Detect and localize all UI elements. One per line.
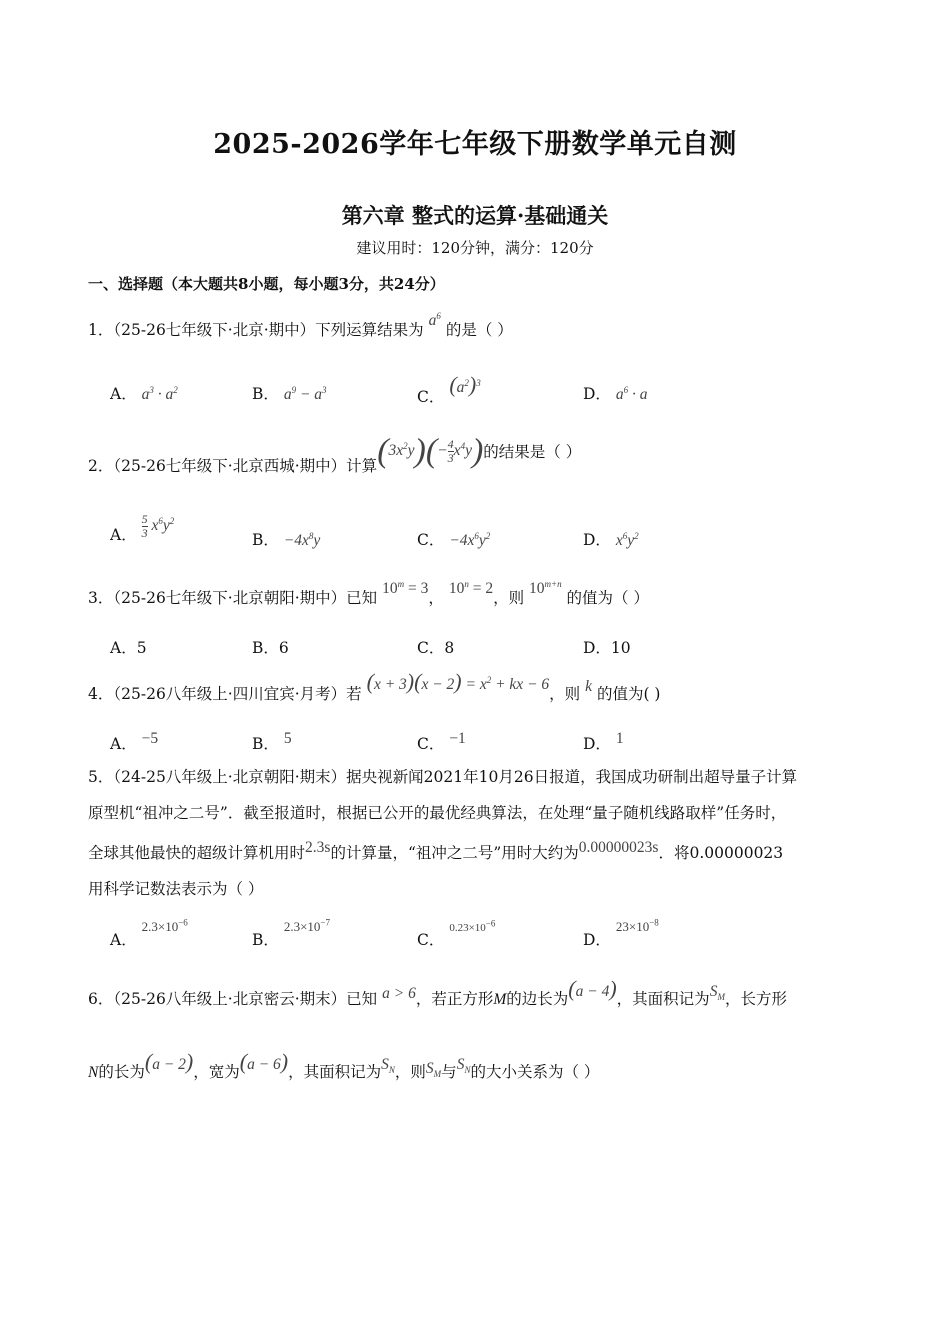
question-5-line-2: 原型机“祖冲之二号”．截至报道时，根据已公开的最优经典算法，在处理“量子随机线路取样”任务时， [88,804,787,822]
section-heading: 一、选择题（本大题共8小题，每小题3分，共24分） [88,275,445,293]
question-5-line-3: 全球其他最快的超级计算机用时2.3s的计算量，“祖冲之二号”用时大约为0.00000023s．将0.00000023 [88,839,784,862]
q5-option-c[interactable]: C． $^{0.23\times 10^{-6}}$ [417,918,496,949]
q4-option-d[interactable]: D． 1 [583,730,624,753]
question-source: （25-26八年级上·北京密云·期末） [113,990,347,1008]
question-number: 3． [88,589,114,607]
page-title: 2025-2026学年七年级下册数学单元自测 [213,129,737,160]
q1-option-b[interactable]: B． $a^9 - a^3$ [252,384,327,403]
math-expression: $10^m = 3$ [382,578,429,597]
question-source: （25-26七年级下·北京·期中） [113,321,316,339]
q3-option-b[interactable]: B．6 [252,639,289,657]
q4-option-a[interactable]: A． −5 [110,730,159,753]
math-expression: $(3x^2y)(-$ $\frac{4}{3}$ $x^4y$) [377,432,484,470]
q3-option-d[interactable]: D．10 [583,639,631,657]
chapter-subtitle: 第六章 整式的运算·基础通关 [341,203,609,228]
question-number: 4． [88,685,114,703]
q5-option-a[interactable]: A． $^{2.3\times 10^{-6}}$ [110,917,188,949]
math-expression: $10^{m+n}$ [529,578,562,597]
q5-option-b[interactable]: B． $^{2.3\times 10^{-7}}$ [252,917,330,949]
question-6-line-2: N的长为(a − 2)，宽为(a − 6)，其面积记为$S_N$，则$S_M$与$S_N$的大小关系为（ ） [88,1049,600,1081]
question-number: 5． [88,768,114,786]
math-expression: $a^6$ [428,310,441,329]
q2-option-c[interactable]: C． $-4x^6y^2$ [417,530,491,549]
question-5-line-1: 5．（24-25八年级上·北京朝阳·期末）据央视新闻2021年10月26日报道，我国成功研制出超导量子计算 [88,768,798,786]
math-expression: $(x + 3)(x - 2) = x^2$ + kx − 6 [366,669,550,694]
question-4: 4．（25-26八年级上·四川宜宾·月考）若 $(x + 3)(x - 2) = x^2$ + kx − 6，则 k 的值为( ) [88,669,661,703]
question-6-line-1: 6．（25-26八年级上·北京密云·期末）已知 a > 6，若正方形M的边长为(a − 4)，其面积记为$S_M$，长方形 [88,976,787,1008]
question-source: （25-26七年级下·北京朝阳·期中） [113,589,347,607]
question-1: 1．（25-26七年级下·北京·期中）下列运算结果为 $a^6$ 的是（ ） [88,310,513,339]
q5-option-d[interactable]: D． $^{23\times 10^{-8}}$ [583,917,659,949]
question-2: 2．（25-26七年级下·北京西城·期中）计算$(3x^2y)(-$ $\frac{4}{3}$ $x^4y$)的结果是（ ） [88,432,582,476]
q2-option-b[interactable]: B． $-4x^8y$ [252,530,321,549]
q1-option-d[interactable]: D． $a^6 \cdot a$ [583,384,648,403]
time-info: 建议用时：120分钟，满分：120分 [356,239,594,257]
question-5-line-4: 用科学记数法表示为（ ） [88,880,264,898]
question-3: 3．（25-26七年级下·北京朝阳·期中）已知 $10^m = 3$， $10^n = 2$，则 $10^{m+n}$ 的值为（ ） [88,578,649,607]
question-number: 2． [88,457,114,476]
question-source: （25-26八年级上·四川宜宾·月考） [113,685,347,703]
q3-option-a[interactable]: A．5 [110,639,147,657]
question-number: 1． [88,321,114,339]
q4-option-c[interactable]: C． −1 [417,730,466,753]
question-source: （24-25八年级上·北京朝阳·期末） [113,768,347,786]
q1-option-c[interactable]: C． $(a^2)^3$ [417,372,481,406]
q2-option-d[interactable]: D． $x^6y^2$ [583,530,639,549]
question-source: （25-26七年级下·北京西城·期中） [113,457,347,476]
math-expression: $10^n = 2$ [448,578,494,597]
q3-option-c[interactable]: C．8 [417,639,455,657]
q2-option-a[interactable]: A． $\frac{5}{3}$ $x^6y^2$ [110,512,175,545]
question-number: 6． [88,990,114,1008]
q4-option-b[interactable]: B． 5 [252,730,292,753]
q1-option-a[interactable]: A． $a^3 \cdot a^2$ [110,384,178,403]
